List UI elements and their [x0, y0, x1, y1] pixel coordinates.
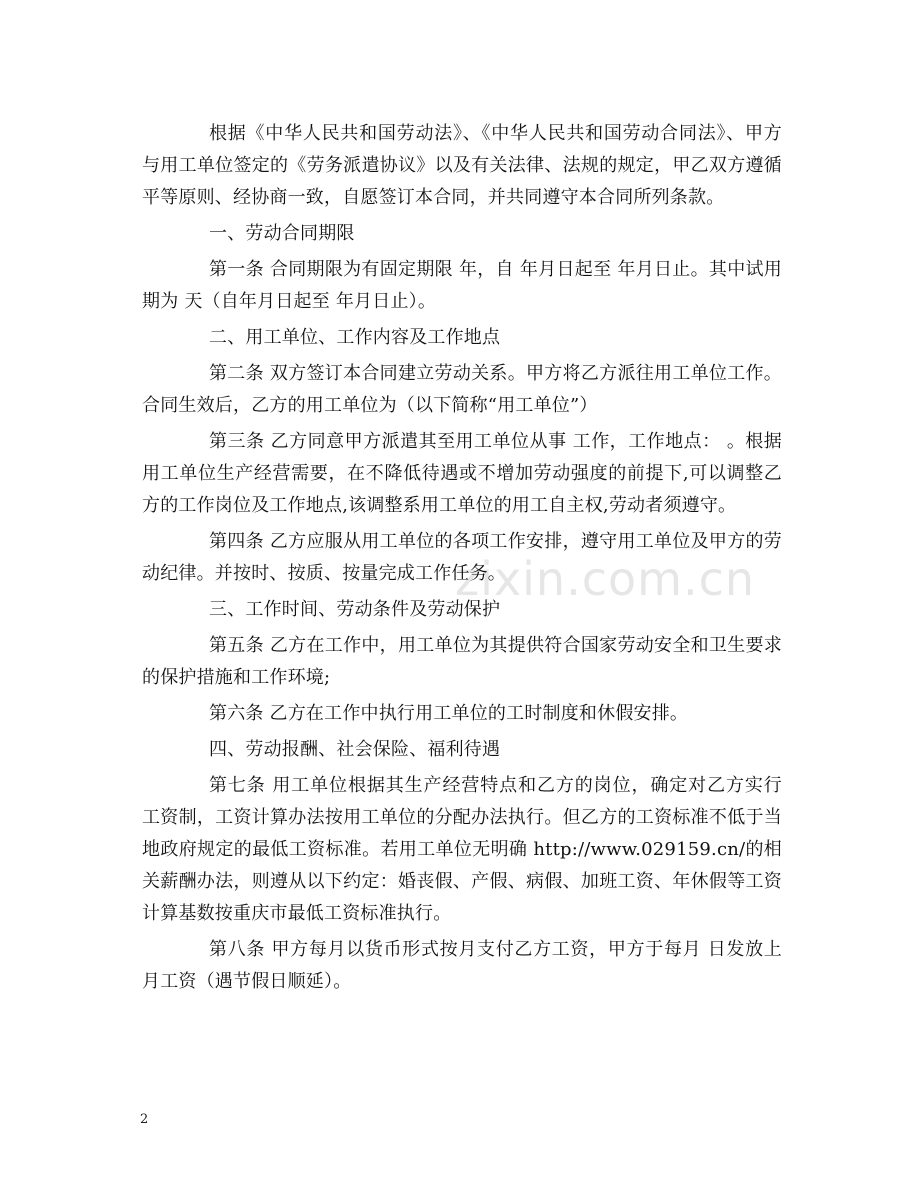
article-7: 第七条 用工单位根据其生产经营特点和乙方的岗位，确定对乙方实行 工资制，工资计算办法按用工单位的分配办法执行。但乙方的工资标准不低于当地政府规定的最低工资标准。若用工单位无明确 http://www.029159.cn/的相关薪酬办法，则遵从以下约定：婚丧假、产假、病假、加班工资、年休假等工资计算基数按重庆市最低工资标准执行。 [142, 775, 782, 924]
section-heading-4: 四、劳动报酬、社会保险、福利待遇 [209, 739, 501, 760]
article-6: 第六条 乙方在工作中执行用工单位的工时制度和休假安排。 [209, 703, 689, 724]
article-1: 第一条 合同期限为有固定期限 年，自 年月日起至 年月日止。其中试用期为 天（自年月日起至 年月日止）。 [142, 259, 782, 312]
article-8: 第八条 甲方每月以货币形式按月支付乙方工资，甲方于每月 日发放上月工资（遇节假日顺延）。 [142, 939, 782, 992]
section-heading-3: 三、工作时间、劳动条件及劳动保护 [209, 599, 501, 620]
paragraph-preamble: 根据《中华人民共和国劳动法》、《中华人民共和国劳动合同法》、甲方与用工单位签定的《劳务派遣协议》以及有关法律、法规的规定，甲乙双方遵循平等原则、经协商一致，自愿签订本合同，并共同遵守本合同所列条款。 [142, 123, 782, 208]
watermark: zixin.com.cn [455, 552, 756, 606]
article-3: 第三条 乙方同意甲方派遣其至用工单位从事 工作，工作地点： 。根据用工单位生产经营需要，在不降低待遇或不增加劳动强度的前提下,可以调整乙方的工作岗位及工作地点,该调整系用工单位的用工自主权,劳动者须遵守。 [142, 431, 782, 516]
article-5: 第五条 乙方在工作中，用工单位为其提供符合国家劳动安全和卫生要求的保护措施和工作环境; [142, 635, 782, 688]
article-2: 第二条 双方签订本合同建立劳动关系。甲方将乙方派往用工单位工作。合同生效后，乙方的用工单位为（以下简称“用工单位”） [142, 363, 782, 416]
page-number: 2 [140, 1112, 149, 1127]
document-body [142, 118, 782, 1002]
section-heading-2: 二、用工单位、工作内容及工作地点 [209, 327, 501, 348]
article-4: 第四条 乙方应服从用工单位的各项工作安排，遵守用工单位及甲方的劳动纪律。并按时、按质、按量完成工作任务。 [142, 531, 782, 584]
section-heading-1: 一、劳动合同期限 [209, 223, 355, 244]
